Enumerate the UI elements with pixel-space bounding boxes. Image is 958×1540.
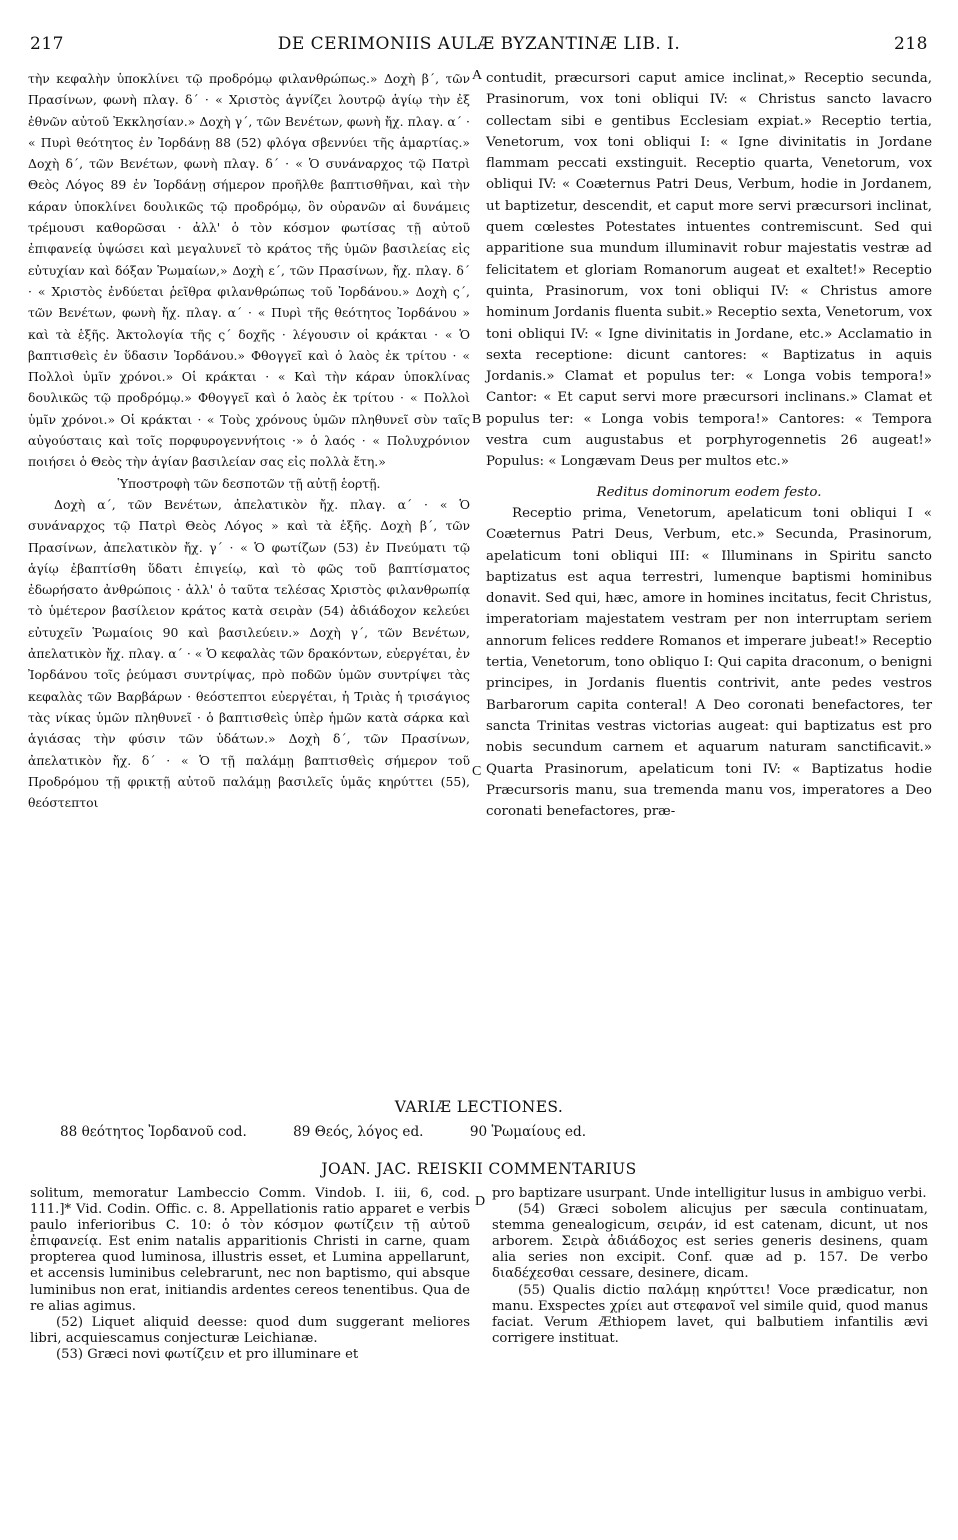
commentary-note-55: (55) Qualis dictio παλάμῃ κηρύττει! Voce prædicatur, non manu. Exspectes χρίει aut στεφανοῖ vel simile quid, quod manus faciat. Verum Æthiopem lavet, qui balbutiem infantilis ævi corrigere instituat.	[492, 1282, 928, 1346]
variae-lectiones-list	[60, 1124, 920, 1140]
margin-letter-b: B	[472, 412, 482, 427]
page-number-left: 217	[30, 34, 64, 54]
variant-reading: 89 Θεός, λόγος ed.	[293, 1124, 424, 1140]
variant-reading: 88 θεότητος Ἰορδανοῦ cod.	[60, 1124, 247, 1140]
greek-column	[28, 68, 470, 813]
latin-section-heading: Reditus dominorum eodem festo.	[596, 484, 822, 500]
greek-paragraph: Δοχὴ α΄, τῶν Βενέτων, ἀπελατικὸν ἤχ. πλαγ. α΄ · « Ὁ συνάναρχος τῷ Πατρὶ Θεὸς Λόγος » καὶ τὰ ἑξῆς. Δοχὴ β΄, τῶν Πρασίνων, ἀπελατικὸν ἤχ. γ΄ · « Ὁ φωτίζων (53) ἐν Πνεύματι τῷ ἁγίῳ ἐβαπτίσθη ὕδατι ἐπιγείῳ, καὶ τὸ φῶς τοῦ βαπτίσματος ἐδωρήσατο ἀνθρώποις · ἀλλ' ὁ ταῦτα τελέσας Χριστὸς φιλανθρωπίᾳ τὸ ὑμέτερον βασίλειον κράτος κατὰ σειρὰν (54) ἀδιάδοχον κελεύει εὐτυχεῖν Ῥωμαίοις 90 καὶ βασιλεύειν.» Δοχὴ γ΄, τῶν Βενέτων, ἀπελατικὸν ἤχ. πλαγ. α΄ · « Ὁ κεφαλὰς τῶν δρακόντων, εὐεργέται, ἐν Ἰορδάνου τοῖς ῥεύμασι συντρίψας, πρὸ ποδῶν ὑμῶν συντρίψει τὰς κεφαλὰς τῶν Βαρβάρων · θεόστεπτοι εὐεργέται, ἡ Τριὰς ἡ τρισάγιος τὰς νίκας ὑμῶν πληθυνεῖ · ὁ βαπτισθεὶς ὑπὲρ ἡμῶν κατὰ σάρκα καὶ ἁγιάσας τὴν φύσιν τῶν ὑδάτων.» Δοχὴ δ΄, τῶν Πρασίνων, ἀπελατικὸν ἤχ. δ΄ · « Ὁ τῇ παλάμῃ βαπτισθεὶς σήμερον τοῦ Προδρόμου τῇ φρικτῇ αὐτοῦ παλάμῃ βασιλεῖς ὑμᾶς κηρύττει (55), θεόστεπτοι	[28, 496, 470, 811]
commentary-paragraph: pro baptizare usurpant. Unde intelligitur lusus in ambiguo verbi.	[492, 1186, 927, 1201]
variant-reading: 90 Ῥωμαίους ed.	[469, 1124, 587, 1140]
latin-column	[486, 68, 932, 822]
margin-letter-c: C	[472, 764, 482, 779]
greek-paragraph: τὴν κεφαλὴν ὑποκλίνει τῷ προδρόμῳ φιλανθρώπως.» Δοχὴ β΄, τῶν Πρασίνων, φωνὴ πλαγ. δ΄ · « Χριστὸς ἁγνίζει λουτρῷ ἁγίῳ τὴν ἐξ ἐθνῶν αὐτοῦ Ἐκκλησίαν.» Δοχὴ γ΄, τῶν Βενέτων, φωνὴ ἤχ. πλαγ. α΄ · « Πυρὶ θεότητος ἐν Ἰορδάνῃ 88 (52) φλόγα σβεννύει τῆς ἁμαρτίας.» Δοχὴ δ΄, τῶν Βενέτων, φωνὴ πλαγ. δ΄ · « Ὁ συνάναρχος τῷ Πατρὶ Θεὸς Λόγος 89 ἐν Ἰορδάνῃ σήμερον προῆλθε βαπτισθῆναι, καὶ τὴν κάραν ὑποκλίνει δουλικῶς τῷ προδρόμῳ, ὃν οὐρανῶν αἱ δυνάμεις τρέμουσι καθορῶσαι · ἀλλ' ὁ τὸν κόσμον φωτίσας τῇ αὐτοῦ ἐπιφανείᾳ ὑψώσει καὶ μεγαλυνεῖ τὸ κράτος τῆς ὑμῶν βασιλείας εἰς εὐτυχίαν καὶ δόξαν Ῥωμαίων,» Δοχὴ ε΄, τῶν Πρασίνων, ἤχ. πλαγ. δ΄ · « Χριστὸς ἐνδύεται ῥεῖθρα φιλανθρώπως τοῦ Ἰορδάνου.» Δοχὴ ς΄, τῶν Βενέτων, φωνὴ ἤχ. πλαγ. α΄ · « Πυρὶ τῆς θεότητος Ἰορδάνου » καὶ τὰ ἑξῆς. Ἀκτολογία τῆς ς΄ δοχῆς · λέγουσιν οἱ κράκται · « Ὁ βαπτισθεὶς ἐν ὕδασιν Ἰορδάνου.» Φθογγεῖ καὶ ὁ λαὸς ἐκ τρίτου · « Πολλοὶ ὑμῖν χρόνοι.» Οἱ κράκται · « Καὶ τὴν κάραν ὑποκλίνας δουλικῶς τῷ προδρόμῳ.» Φθογγεῖ καὶ ὁ λαὸς ἐκ τρίτου · « Πολλοὶ ὑμῖν χρόνοι.» Οἱ κράκται · « Τοὺς χρόνους ὑμῶν πληθυνεῖ σὺν ταῖς αὐγούσταις καὶ τοῖς πορφυρογεννήτοις ·» ὁ λαός · « Πολυχρόνιον ποιήσει ὁ Θεὸς τὴν ἁγίαν βασιλείαν σας εἰς πολλὰ ἔτη.»	[28, 71, 470, 470]
running-title: DE CERIMONIIS AULÆ BYZANTINÆ LIB. I.	[277, 34, 681, 54]
commentarius-heading: JOAN. JAC. REISKII COMMENTARIUS	[321, 1160, 637, 1178]
greek-section-heading: Ὑποστροφὴ τῶν δεσποτῶν τῇ αὐτῇ ἑορτῇ.	[117, 475, 381, 491]
commentary-note-54: (54) Græci sobolem alicujus per sæcula continuatam, stemma genealogicum, σειράν, id est catenam, dicunt, ut nos arborem. Σειρὰ ἀδιάδοχος est series generis desinens, quam alia series non excipit. Conf. quæ ad p. 157. De verbo διαδέχεσθαι cessare, desinere, dicam.	[492, 1202, 928, 1282]
page-number-right: 218	[894, 34, 928, 54]
commentary-note-52: (52) Liquet aliquid deesse: quod dum suggerant meliores libri, acquiescamus conjecturæ Leichianæ.	[30, 1314, 470, 1346]
commentary-right-column	[492, 1186, 928, 1347]
running-header	[30, 34, 928, 58]
latin-paragraph: Receptio prima, Venetorum, apelaticum toni obliqui I « Coæternus Patri Deus, Verbum, etc.» Secunda, Prasinorum, apelaticum toni obliqui III: « Illuminans in Spiritu sancto baptizatus est aqua terrestri, lumenque baptismi hominibus donavit. Sed qui, hæc, amore in homines incitatus, fecit Christus, imperatoriam majestatem vestram per non interruptam seriem annorum felices reddere Romanos et imperare jubeat!» Receptio tertia, Venetorum, tono obliquo I: Qui capita draconum, o benigni principes, in Jordanis fluentis contrivit, ante pedes vestros Barbarorum capita conteral! A Deo coronati benefactores, ter sancta Trinitas vestras victorias augeat: qui baptizatus est pro nobis secundum carnem et aquarum naturam sanctificavit.» Quarta Prasinorum, apelaticum toni IV: « Baptizatus hodie Præcursoris manu, sua tremenda manu vos, imperatores a Deo coronati benefactores, præ-	[486, 505, 932, 820]
margin-letter-d: D	[475, 1194, 486, 1209]
variae-lectiones-heading: VARIÆ LECTIONES.	[394, 1098, 564, 1116]
commentary-paragraph: solitum, memoratur Lambeccio Comm. Vindob. I. iii, 6, cod. 111.]* Vid. Codin. Offic. c. 8. Appellationis ratio apparet e verbis paulo inferioribus C. 10: ὁ τὸν κόσμον φωτίζειν τῇ αὐτοῦ ἐπιφανείᾳ. Est enim natalis apparitionis Christi in carne, quam propterea quod luminosa, illustris esset, et Lumina appellarunt, et accensis luminibus celebrarunt, nec non baptismo, qui absque luminibus non erat, initiandis ardentes cereos tenentibus. Qua de re alias agimus.	[30, 1186, 470, 1314]
commentary-note-53: (53) Græci novi φωτίζειν et pro illuminare et	[56, 1346, 359, 1362]
latin-paragraph: contudit, præcursori caput amice inclinat,» Receptio secunda, Prasinorum, vox toni obliqui IV: « Christus sancto lavacro collectam sibi e gentibus Ecclesiam expiat.» Receptio tertia, Venetorum, vox toni obliqui I: « Igne divinitatis in Jordane flammam peccati exstinguit. Receptio quarta, Venetorum, vox obliqui IV: « Coæternus Patri Deus, Verbum, hodie in Jordanem, ut baptizetur, descendit, et caput more servi præcursori inclinat, quem cœlestes Potestates intuentes contremiscunt. Sed qui apparitione sua mundum illuminavit robur majestatis vestræ ad felicitatem et gloriam Romanorum augeat et exaltet!» Receptio quinta, Prasinorum, vox toni obliqui IV: « Christus amore hominum Jordanis fluenta subit.» Receptio sexta, Venetorum, vox toni obliqui IV: « Igne divinitatis in Jordane, etc.» Acclamatio in sexta receptione: dicunt cantores: « Baptizatus in aquis Jordanis.» Clamat et populus ter: « Longa vobis tempora!» Cantor: « Et caput servi more præcursori inclinans.» Clamat et populus ter: « Longa vobis tempora!» Cantores: « Tempora vestra cum augustabus et porphyrogennetis 26 augeat!» Populus: « Longævam Deus per multos etc.»	[486, 71, 932, 470]
commentary-left-column	[30, 1186, 470, 1363]
margin-letter-a: A	[472, 68, 483, 83]
